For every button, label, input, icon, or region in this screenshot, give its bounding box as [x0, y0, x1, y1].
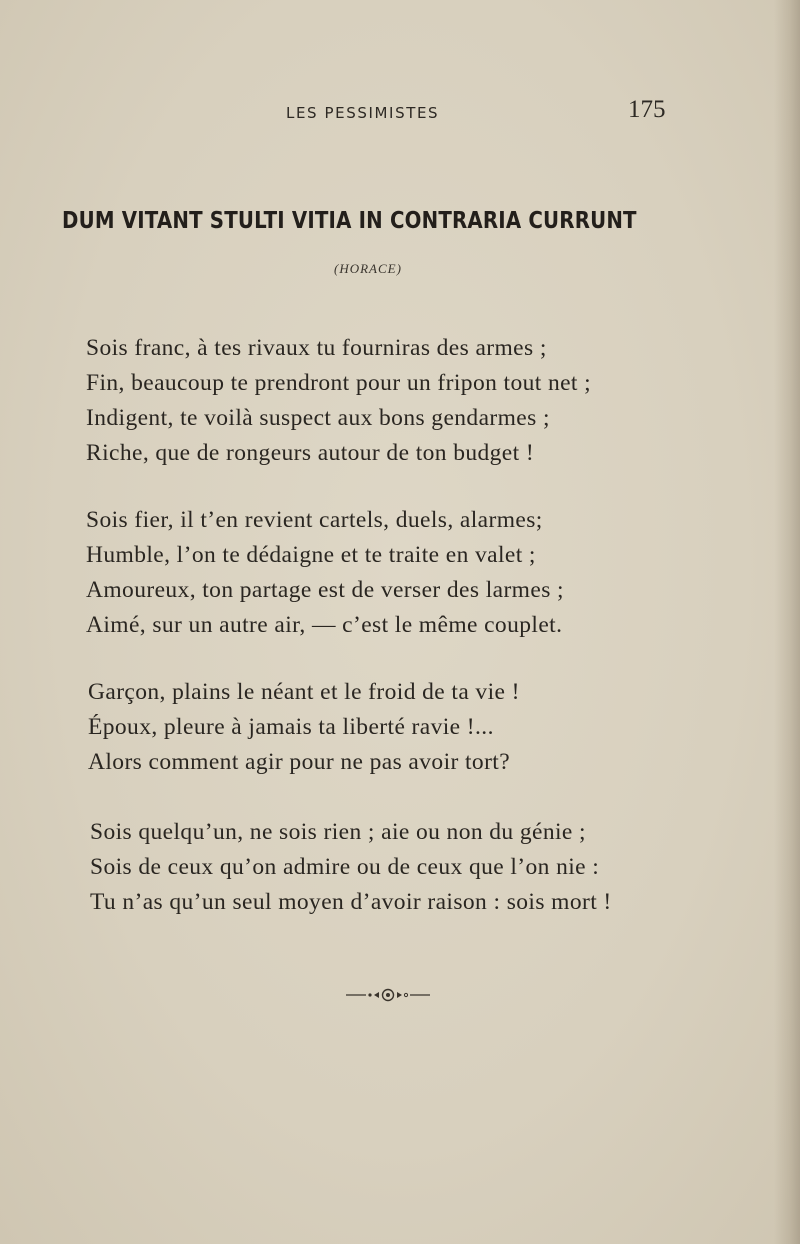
verse-line: Époux, pleure à jamais ta liberté ravie !... — [88, 714, 494, 740]
stanza-3 — [88, 675, 708, 780]
verse-line: Fin, beaucoup te prendront pour un fripon tout net ; — [86, 370, 592, 396]
page-number: 175 — [628, 96, 666, 123]
stanza-4 — [90, 815, 710, 920]
verse-line: Garçon, plains le néant et le froid de ta vie ! — [88, 679, 520, 705]
verse-line: Tu n’as qu’un seul moyen d’avoir raison : sois mort ! — [90, 889, 612, 915]
verse-line: Sois franc, à tes rivaux tu fourniras des armes ; — [86, 335, 547, 361]
verse-line: Sois fier, il t’en revient cartels, duels, alarmes; — [86, 507, 543, 533]
verse-line: Sois quelqu’un, ne sois rien ; aie ou non du génie ; — [90, 819, 586, 845]
page-edge-shadow — [774, 0, 800, 1244]
verse-line: Humble, l’on te dédaigne et te traite en valet ; — [86, 542, 536, 568]
verse-line: Sois de ceux qu’on admire ou de ceux que l’on nie : — [90, 854, 600, 880]
poem-title: DUM VITANT STULTI VITIA IN CONTRARIA CURRUNT — [62, 208, 637, 234]
stanza-1 — [86, 331, 706, 471]
verse-line: Indigent, te voilà suspect aux bons gendarmes ; — [86, 405, 550, 431]
fleuron-ornament-icon — [346, 986, 430, 1004]
running-head: LES PESSIMISTES — [286, 104, 440, 122]
verse-line: Riche, que de rongeurs autour de ton budget ! — [86, 440, 535, 466]
verse-line: Amoureux, ton partage est de verser des larmes ; — [86, 577, 564, 603]
poem-attribution: (HORACE) — [334, 261, 402, 276]
verse-line: Aimé, sur un autre air, — c’est le même couplet. — [86, 612, 563, 638]
stanza-2 — [86, 503, 706, 643]
verse-line: Alors comment agir pour ne pas avoir tort? — [88, 749, 511, 775]
